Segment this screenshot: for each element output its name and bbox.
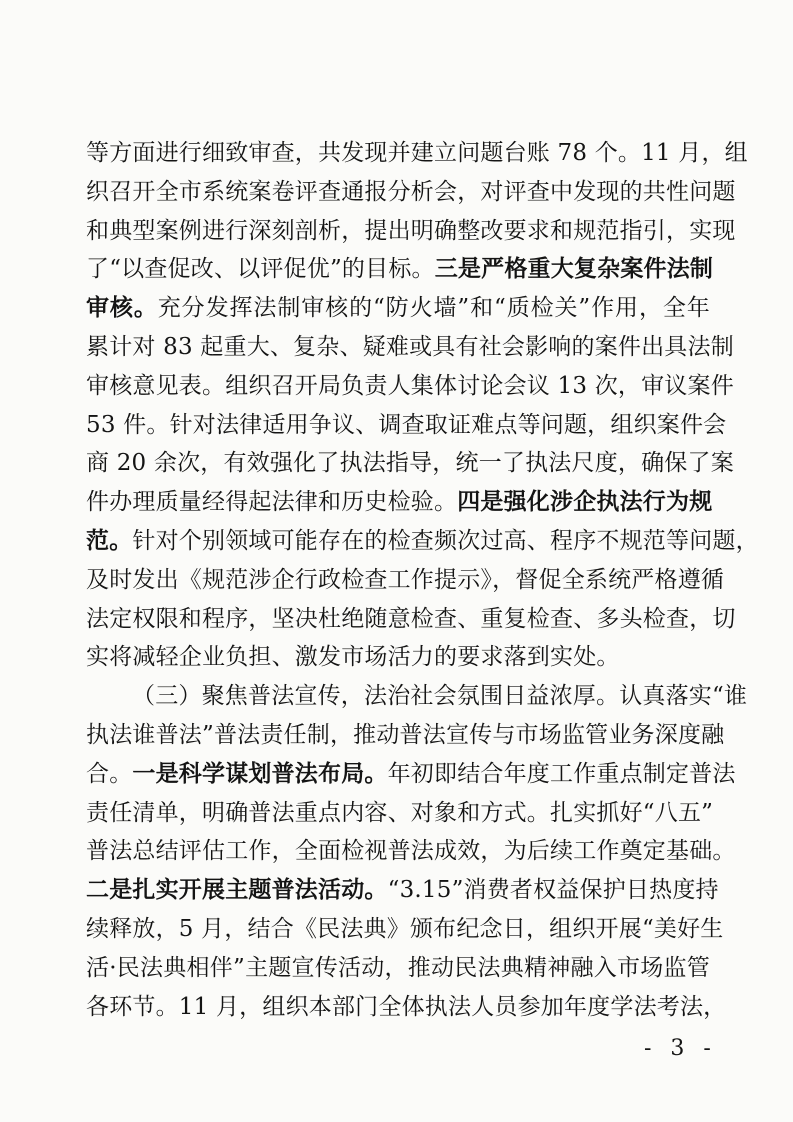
body-text xyxy=(86,134,759,1026)
text-line xyxy=(86,600,736,639)
body-text-segment: （三）聚焦普法宣传，法治社会氛围日益浓厚。 xyxy=(132,683,620,710)
body-text-segment: 责任清单，明确普法重点内容、对象和方式。扎实抓好“八五” xyxy=(86,799,714,826)
body-text-segment: 累计对 83 起重大、复杂、疑难或具有社会影响的案件出具法制 xyxy=(86,333,734,360)
bold-heading-text: 四是强化涉企执法行为规 xyxy=(457,488,713,516)
text-line xyxy=(86,367,734,406)
text-line xyxy=(86,444,734,483)
bold-heading-text: 一是科学谋划普法布局。 xyxy=(132,759,388,787)
text-line xyxy=(86,250,714,289)
bold-heading-text: 审核。 xyxy=(86,294,158,322)
body-text-segment: 商 20 余次，有效强化了执法指导，统一了执法尺度，确保了案 xyxy=(86,450,734,477)
body-text-segment: 和典型案例进行深刻剖析，提出明确整改要求和规范指引，实现 xyxy=(86,217,736,244)
body-text-segment: 合。 xyxy=(86,760,133,787)
text-line xyxy=(86,522,759,561)
text-line xyxy=(86,677,748,716)
text-line xyxy=(86,483,713,522)
bold-heading-text: 三是严格重大复杂案件法制 xyxy=(434,255,714,283)
body-text-segment: “3.15”消费者权益保护日热度持 xyxy=(387,877,719,904)
body-text-segment: 年初即结合年度工作重点制定普法 xyxy=(387,760,736,787)
text-line xyxy=(86,794,714,833)
body-text-segment: 执法谁普法”普法责任制，推动普法宣传与市场监管业务深度融 xyxy=(86,721,725,748)
body-text-segment: 针对个别领域可能存在的检查频次过高、程序不规范等问题， xyxy=(132,527,759,554)
body-text-segment: 法定权限和程序，坚决杜绝随意检查、重复检查、多头检查，切 xyxy=(86,605,736,632)
bold-heading-text: 范。 xyxy=(86,526,133,554)
text-line xyxy=(86,406,727,445)
text-line xyxy=(86,212,736,251)
text-line xyxy=(86,910,724,949)
body-text-segment: 普法总结评估工作，全面检视普法成效，为后续工作奠定基础。 xyxy=(86,838,736,865)
body-text-segment: 53 件。针对法律适用争议、调查取证难点等问题，组织案件会 xyxy=(86,411,727,438)
body-text-segment: 充分发挥法制审核的“防火墙”和“质检关”作用，全年 xyxy=(157,295,710,322)
text-line xyxy=(86,988,727,1027)
text-line xyxy=(86,716,725,755)
text-line xyxy=(86,328,734,367)
body-text-segment: 等方面进行细致审查，共发现并建立问题台账 78 个。11 月，组 xyxy=(86,140,748,166)
text-line xyxy=(86,871,719,910)
text-line xyxy=(86,832,736,871)
page-number: - 3 - xyxy=(644,1036,717,1061)
text-line xyxy=(86,173,736,212)
text-line xyxy=(86,755,736,794)
text-line xyxy=(86,134,748,173)
body-text-segment: 续释放，5 月，结合《民法典》颁布纪念日，组织开展“美好生 xyxy=(86,915,724,942)
body-text-segment: 了“以查促改、以评促优”的目标。 xyxy=(86,256,435,283)
body-text-segment: 审核意见表。组织召开局负责人集体讨论会议 13 次，审议案件 xyxy=(86,372,734,399)
bold-heading-text: 二是扎实开展主题普法活动。 xyxy=(86,876,388,904)
body-text-segment: 活·民法典相伴”主题宣传活动，推动民法典精神融入市场监管 xyxy=(86,954,710,981)
body-text-segment: 件办理质量经得起法律和历史检验。 xyxy=(86,489,458,516)
body-text-segment: 认真落实“谁 xyxy=(619,683,748,710)
body-text-segment: 及时发出《规范涉企行政检查工作提示》，督促全系统严格遵循 xyxy=(86,566,725,593)
body-text-segment: 实将减轻企业负担、激发市场活力的要求落到实处。 xyxy=(86,644,620,671)
text-line xyxy=(86,289,710,328)
text-line xyxy=(86,561,725,600)
text-line xyxy=(86,638,710,677)
body-text-segment: 各环节。11 月，组织本部门全体执法人员参加年度学法考法， xyxy=(86,993,727,1020)
text-line xyxy=(86,949,710,988)
body-text-segment: 织召开全市系统案卷评查通报分析会，对评查中发现的共性问题 xyxy=(86,178,736,205)
